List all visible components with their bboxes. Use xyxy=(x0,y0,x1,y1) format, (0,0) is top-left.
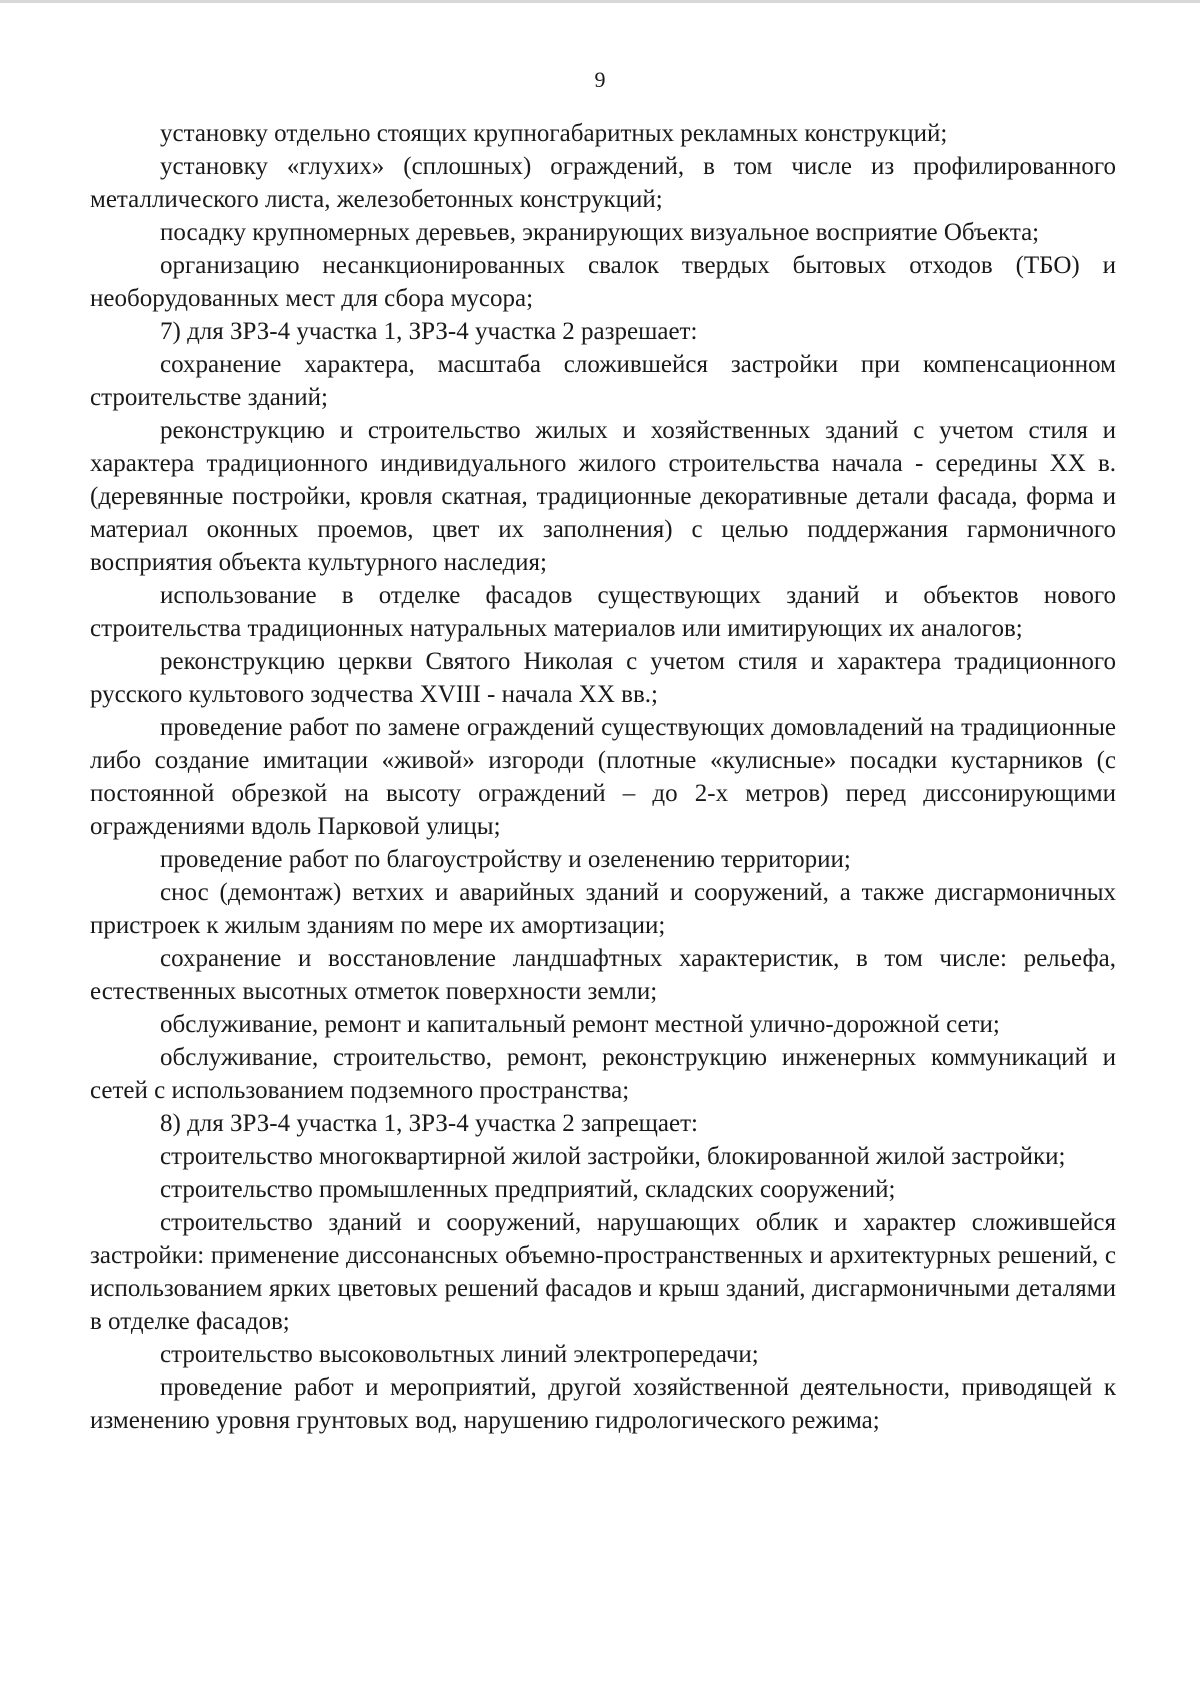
paragraph: проведение работ по замене ограждений существующих домовладений на традиционные либо создание имитации «живой» изгороди (плотные «кулисные» посадки кустарников (с постоянной обрезкой на высоту ограждений – до 2-х метров) перед диссонирующими ограждениями вдоль Парковой улицы; xyxy=(90,714,1116,840)
paragraph: реконструкцию и строительство жилых и хозяйственных зданий с учетом стиля и характера традиционного индивидуального жилого строительства начала - середины XX в. (деревянные постройки, кровля скатная, традиционные декоративные детали фасада, форма и материал оконных проемов, цвет их заполнения) с целью поддержания гармоничного восприятия объекта культурного наследия; xyxy=(90,417,1116,576)
paragraph: сохранение характера, масштаба сложившейся застройки при компенсационном строительстве зданий; xyxy=(90,351,1116,411)
scan-edge xyxy=(0,0,1200,3)
paragraph: снос (демонтаж) ветхих и аварийных зданий и сооружений, а также дисгармоничных пристроек к жилым зданиям по мере их амортизации; xyxy=(90,879,1116,939)
paragraph: установку «глухих» (сплошных) ограждений, в том числе из профилированного металлического листа, железобетонных конструкций; xyxy=(90,153,1116,213)
paragraph: строительство высоковольтных линий электропередачи; xyxy=(160,1341,759,1368)
paragraph: реконструкцию церкви Святого Николая с учетом стиля и характера традиционного русского культового зодчества XVIII - начала XX вв.; xyxy=(90,648,1116,708)
paragraph: обслуживание, ремонт и капитальный ремонт местной улично-дорожной сети; xyxy=(160,1011,1000,1038)
paragraph: 8) для ЗРЗ-4 участка 1, ЗРЗ-4 участка 2 запрещает: xyxy=(160,1110,698,1137)
paragraph: строительство многоквартирной жилой застройки, блокированной жилой застройки; xyxy=(160,1143,1066,1170)
page-number: 9 xyxy=(594,67,606,92)
paragraph: организацию несанкционированных свалок твердых бытовых отходов (ТБО) и необорудованных мест для сбора мусора; xyxy=(90,252,1116,312)
paragraph: проведение работ по благоустройству и озеленению территории; xyxy=(160,846,851,873)
paragraph: посадку крупномерных деревьев, экранирующих визуальное восприятие Объекта; xyxy=(160,219,1040,246)
paragraph: проведение работ и мероприятий, другой хозяйственной деятельности, приводящей к изменению уровня грунтовых вод, нарушению гидрологического режима; xyxy=(90,1374,1116,1434)
paragraph: установку отдельно стоящих крупногабаритных рекламных конструкций; xyxy=(160,120,948,147)
paragraph: сохранение и восстановление ландшафтных характеристик, в том числе: рельефа, естественных высотных отметок поверхности земли; xyxy=(90,945,1116,1005)
paragraph: строительство промышленных предприятий, складских сооружений; xyxy=(160,1176,896,1203)
document-body xyxy=(90,117,1116,1437)
paragraph: 7) для ЗРЗ-4 участка 1, ЗРЗ-4 участка 2 разрешает: xyxy=(160,318,698,345)
paragraph: строительство зданий и сооружений, нарушающих облик и характер сложившейся застройки: применение диссонансных объемно-пространственных и архитектурных решений, с использованием ярких цветовых решений фасадов и крыш зданий, дисгармоничными деталями в отделке фасадов; xyxy=(90,1209,1116,1335)
paragraph: использование в отделке фасадов существующих зданий и объектов нового строительства традиционных натуральных материалов или имитирующих их аналогов; xyxy=(90,582,1116,642)
paragraph: обслуживание, строительство, ремонт, реконструкцию инженерных коммуникаций и сетей с использованием подземного пространства; xyxy=(90,1044,1116,1104)
